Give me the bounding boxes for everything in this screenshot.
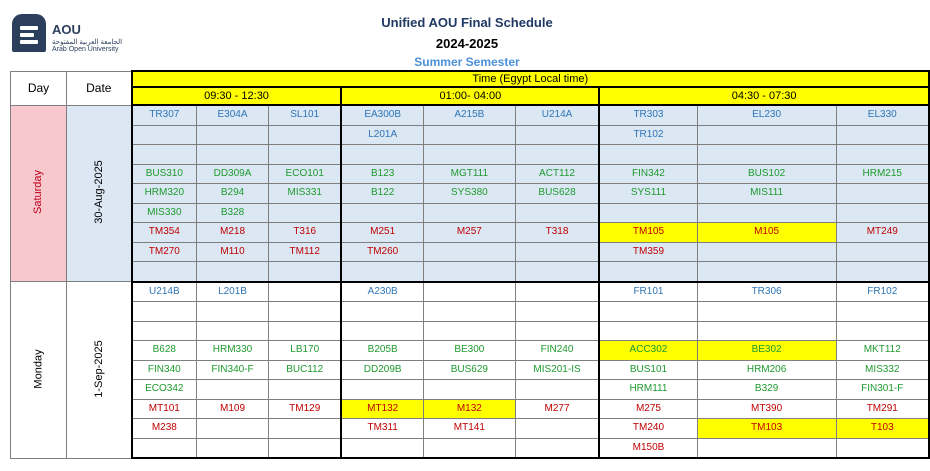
course-cell: B205B <box>341 341 423 361</box>
time-header: Time (Egypt Local time) <box>132 71 929 87</box>
course-cell: TM129 <box>269 399 342 419</box>
course-cell: MIS330 <box>132 203 197 223</box>
course-cell: M132 <box>423 399 515 419</box>
course-cell <box>197 438 269 458</box>
course-cell: T318 <box>515 223 599 243</box>
course-cell: ECO101 <box>269 164 342 184</box>
schedule-row <box>11 438 930 458</box>
course-cell <box>697 203 836 223</box>
course-cell: MT390 <box>697 399 836 419</box>
course-cell: MT249 <box>836 223 929 243</box>
schedule-row <box>11 321 930 341</box>
course-cell <box>697 302 836 322</box>
course-cell: HRM206 <box>697 360 836 380</box>
course-cell <box>132 438 197 458</box>
course-cell <box>697 145 836 165</box>
course-cell <box>515 321 599 341</box>
course-cell: FIN240 <box>515 341 599 361</box>
course-cell <box>697 262 836 282</box>
course-cell: M277 <box>515 399 599 419</box>
course-cell <box>599 321 697 341</box>
course-cell <box>132 262 197 282</box>
course-cell: M109 <box>197 399 269 419</box>
course-cell <box>836 145 929 165</box>
course-cell <box>423 262 515 282</box>
course-cell <box>132 145 197 165</box>
course-cell <box>599 302 697 322</box>
course-cell: A230B <box>341 282 423 302</box>
schedule-row <box>11 184 930 204</box>
course-cell: MKT112 <box>836 341 929 361</box>
course-cell <box>697 125 836 145</box>
course-cell <box>515 419 599 439</box>
course-cell <box>269 145 342 165</box>
logo-arabic-name: الجامعة العربية المفتوحة <box>52 39 123 46</box>
course-cell: MT141 <box>423 419 515 439</box>
course-cell <box>341 438 423 458</box>
course-cell: BUS101 <box>599 360 697 380</box>
schedule-row <box>11 125 930 145</box>
course-cell: TM103 <box>697 419 836 439</box>
course-cell: B123 <box>341 164 423 184</box>
course-cell: M238 <box>132 419 197 439</box>
course-cell: TM354 <box>132 223 197 243</box>
schedule-row <box>11 282 930 302</box>
course-cell <box>515 380 599 400</box>
course-cell: BUC112 <box>269 360 342 380</box>
course-cell: ACC302 <box>599 341 697 361</box>
course-cell: B328 <box>197 203 269 223</box>
course-cell <box>269 419 342 439</box>
course-cell <box>423 145 515 165</box>
course-cell <box>132 125 197 145</box>
course-cell: M257 <box>423 223 515 243</box>
course-cell: SYS380 <box>423 184 515 204</box>
course-cell <box>423 302 515 322</box>
course-cell <box>836 203 929 223</box>
course-cell: EA300B <box>341 105 423 125</box>
time-slot-afternoon: 01:00- 04:00 <box>341 87 599 105</box>
course-cell: BE300 <box>423 341 515 361</box>
course-cell <box>515 145 599 165</box>
course-cell: M110 <box>197 242 269 262</box>
course-cell: SYS111 <box>599 184 697 204</box>
course-cell: TR102 <box>599 125 697 145</box>
course-cell: MT101 <box>132 399 197 419</box>
course-cell <box>423 438 515 458</box>
course-cell: M275 <box>599 399 697 419</box>
date-label: 30-Aug-2025 <box>92 160 105 225</box>
logo-english-name: Arab Open University <box>52 46 119 53</box>
course-cell: B329 <box>697 380 836 400</box>
course-cell: B122 <box>341 184 423 204</box>
course-cell: HRM111 <box>599 380 697 400</box>
course-cell: EL230 <box>697 105 836 125</box>
schedule-table <box>10 70 930 459</box>
course-cell: M105 <box>697 223 836 243</box>
course-cell: MIS331 <box>269 184 342 204</box>
course-cell: LB170 <box>269 341 342 361</box>
course-cell: TM105 <box>599 223 697 243</box>
aou-logo-icon <box>12 14 46 52</box>
course-cell: A215B <box>423 105 515 125</box>
course-cell: L201A <box>341 125 423 145</box>
schedule-row <box>11 223 930 243</box>
course-cell: U214B <box>132 282 197 302</box>
course-cell <box>423 321 515 341</box>
schedule-row <box>11 399 930 419</box>
course-cell: FIN301-F <box>836 380 929 400</box>
course-cell <box>197 321 269 341</box>
course-cell: TM311 <box>341 419 423 439</box>
course-cell: HRM330 <box>197 341 269 361</box>
course-cell <box>269 203 342 223</box>
date-label: 1-Sep-2025 <box>92 340 105 398</box>
day-label: Monday <box>32 349 45 389</box>
schedule-row <box>11 164 930 184</box>
course-cell <box>836 242 929 262</box>
course-cell <box>515 302 599 322</box>
course-cell <box>269 262 342 282</box>
course-cell: BUS102 <box>697 164 836 184</box>
course-cell <box>132 302 197 322</box>
semester-title: Summer Semester <box>414 55 520 69</box>
course-cell: ECO342 <box>132 380 197 400</box>
schedule-row <box>11 262 930 282</box>
course-cell: HRM320 <box>132 184 197 204</box>
course-cell <box>836 125 929 145</box>
course-cell: SL101 <box>269 105 342 125</box>
schedule-title: Unified AOU Final Schedule <box>381 15 553 30</box>
course-cell <box>423 203 515 223</box>
course-cell: TR307 <box>132 105 197 125</box>
course-cell <box>423 282 515 302</box>
course-cell <box>836 302 929 322</box>
course-cell: TR303 <box>599 105 697 125</box>
course-cell <box>697 438 836 458</box>
schedule-row <box>11 419 930 439</box>
course-cell <box>269 380 342 400</box>
course-cell <box>341 145 423 165</box>
course-cell: DD209B <box>341 360 423 380</box>
course-cell <box>269 282 342 302</box>
course-cell <box>515 438 599 458</box>
schedule-row <box>11 302 930 322</box>
course-cell: TM112 <box>269 242 342 262</box>
time-slot-evening: 04:30 - 07:30 <box>599 87 929 105</box>
course-cell: TR306 <box>697 282 836 302</box>
course-cell <box>515 242 599 262</box>
course-cell: BUS629 <box>423 360 515 380</box>
course-cell: FR102 <box>836 282 929 302</box>
course-cell: MIS332 <box>836 360 929 380</box>
course-cell <box>836 184 929 204</box>
course-cell: MT132 <box>341 399 423 419</box>
day-cell <box>11 105 67 282</box>
course-cell: E304A <box>197 105 269 125</box>
course-cell: TM260 <box>341 242 423 262</box>
course-cell: M218 <box>197 223 269 243</box>
day-column-header: Day <box>11 71 67 105</box>
course-cell: M251 <box>341 223 423 243</box>
course-cell <box>197 302 269 322</box>
course-cell <box>197 380 269 400</box>
course-cell <box>341 262 423 282</box>
course-cell <box>269 302 342 322</box>
course-cell <box>599 203 697 223</box>
course-cell: BUS310 <box>132 164 197 184</box>
schedule-row <box>11 242 930 262</box>
course-cell <box>836 321 929 341</box>
course-cell <box>269 321 342 341</box>
course-cell <box>197 419 269 439</box>
course-cell: TM240 <box>599 419 697 439</box>
course-cell <box>697 242 836 262</box>
date-cell <box>66 105 131 282</box>
course-cell: BUS628 <box>515 184 599 204</box>
course-cell <box>197 145 269 165</box>
course-cell <box>269 438 342 458</box>
course-cell: BE302 <box>697 341 836 361</box>
course-cell: ACT112 <box>515 164 599 184</box>
course-cell: M150B <box>599 438 697 458</box>
course-cell <box>515 203 599 223</box>
course-cell: B294 <box>197 184 269 204</box>
course-cell <box>599 145 697 165</box>
course-cell: TM270 <box>132 242 197 262</box>
course-cell: U214A <box>515 105 599 125</box>
schedule-row <box>11 145 930 165</box>
course-cell: T316 <box>269 223 342 243</box>
course-cell <box>341 302 423 322</box>
schedule-row <box>11 380 930 400</box>
course-cell: MIS111 <box>697 184 836 204</box>
day-label: Saturday <box>32 170 45 215</box>
course-cell: B628 <box>132 341 197 361</box>
course-cell: TM291 <box>836 399 929 419</box>
date-column-header: Date <box>66 71 131 105</box>
schedule-row <box>11 341 930 361</box>
academic-year: 2024-2025 <box>435 36 499 51</box>
course-cell <box>423 242 515 262</box>
course-cell <box>269 125 342 145</box>
logo-name: AOU <box>52 22 81 37</box>
date-cell <box>66 282 131 459</box>
course-cell <box>423 125 515 145</box>
course-cell: DD309A <box>197 164 269 184</box>
course-cell: FIN342 <box>599 164 697 184</box>
course-cell: TM359 <box>599 242 697 262</box>
schedule-row <box>11 203 930 223</box>
course-cell <box>197 125 269 145</box>
course-cell <box>836 262 929 282</box>
course-cell <box>515 125 599 145</box>
schedule-row <box>11 360 930 380</box>
course-cell: EL330 <box>836 105 929 125</box>
course-cell: FR101 <box>599 282 697 302</box>
course-cell <box>515 262 599 282</box>
course-cell <box>341 380 423 400</box>
course-cell <box>836 438 929 458</box>
day-cell <box>11 282 67 459</box>
course-cell: L201B <box>197 282 269 302</box>
course-cell <box>515 282 599 302</box>
course-cell: MIS201-IS <box>515 360 599 380</box>
course-cell <box>341 321 423 341</box>
course-cell <box>697 321 836 341</box>
course-cell: FIN340-F <box>197 360 269 380</box>
course-cell: HRM215 <box>836 164 929 184</box>
course-cell <box>423 380 515 400</box>
course-cell: FIN340 <box>132 360 197 380</box>
course-cell: MGT111 <box>423 164 515 184</box>
schedule-row <box>11 105 930 125</box>
course-cell: T103 <box>836 419 929 439</box>
course-cell <box>197 262 269 282</box>
course-cell <box>599 262 697 282</box>
aou-logo <box>12 14 137 54</box>
course-cell <box>132 321 197 341</box>
course-cell <box>341 203 423 223</box>
time-slot-morning: 09:30 - 12:30 <box>132 87 342 105</box>
